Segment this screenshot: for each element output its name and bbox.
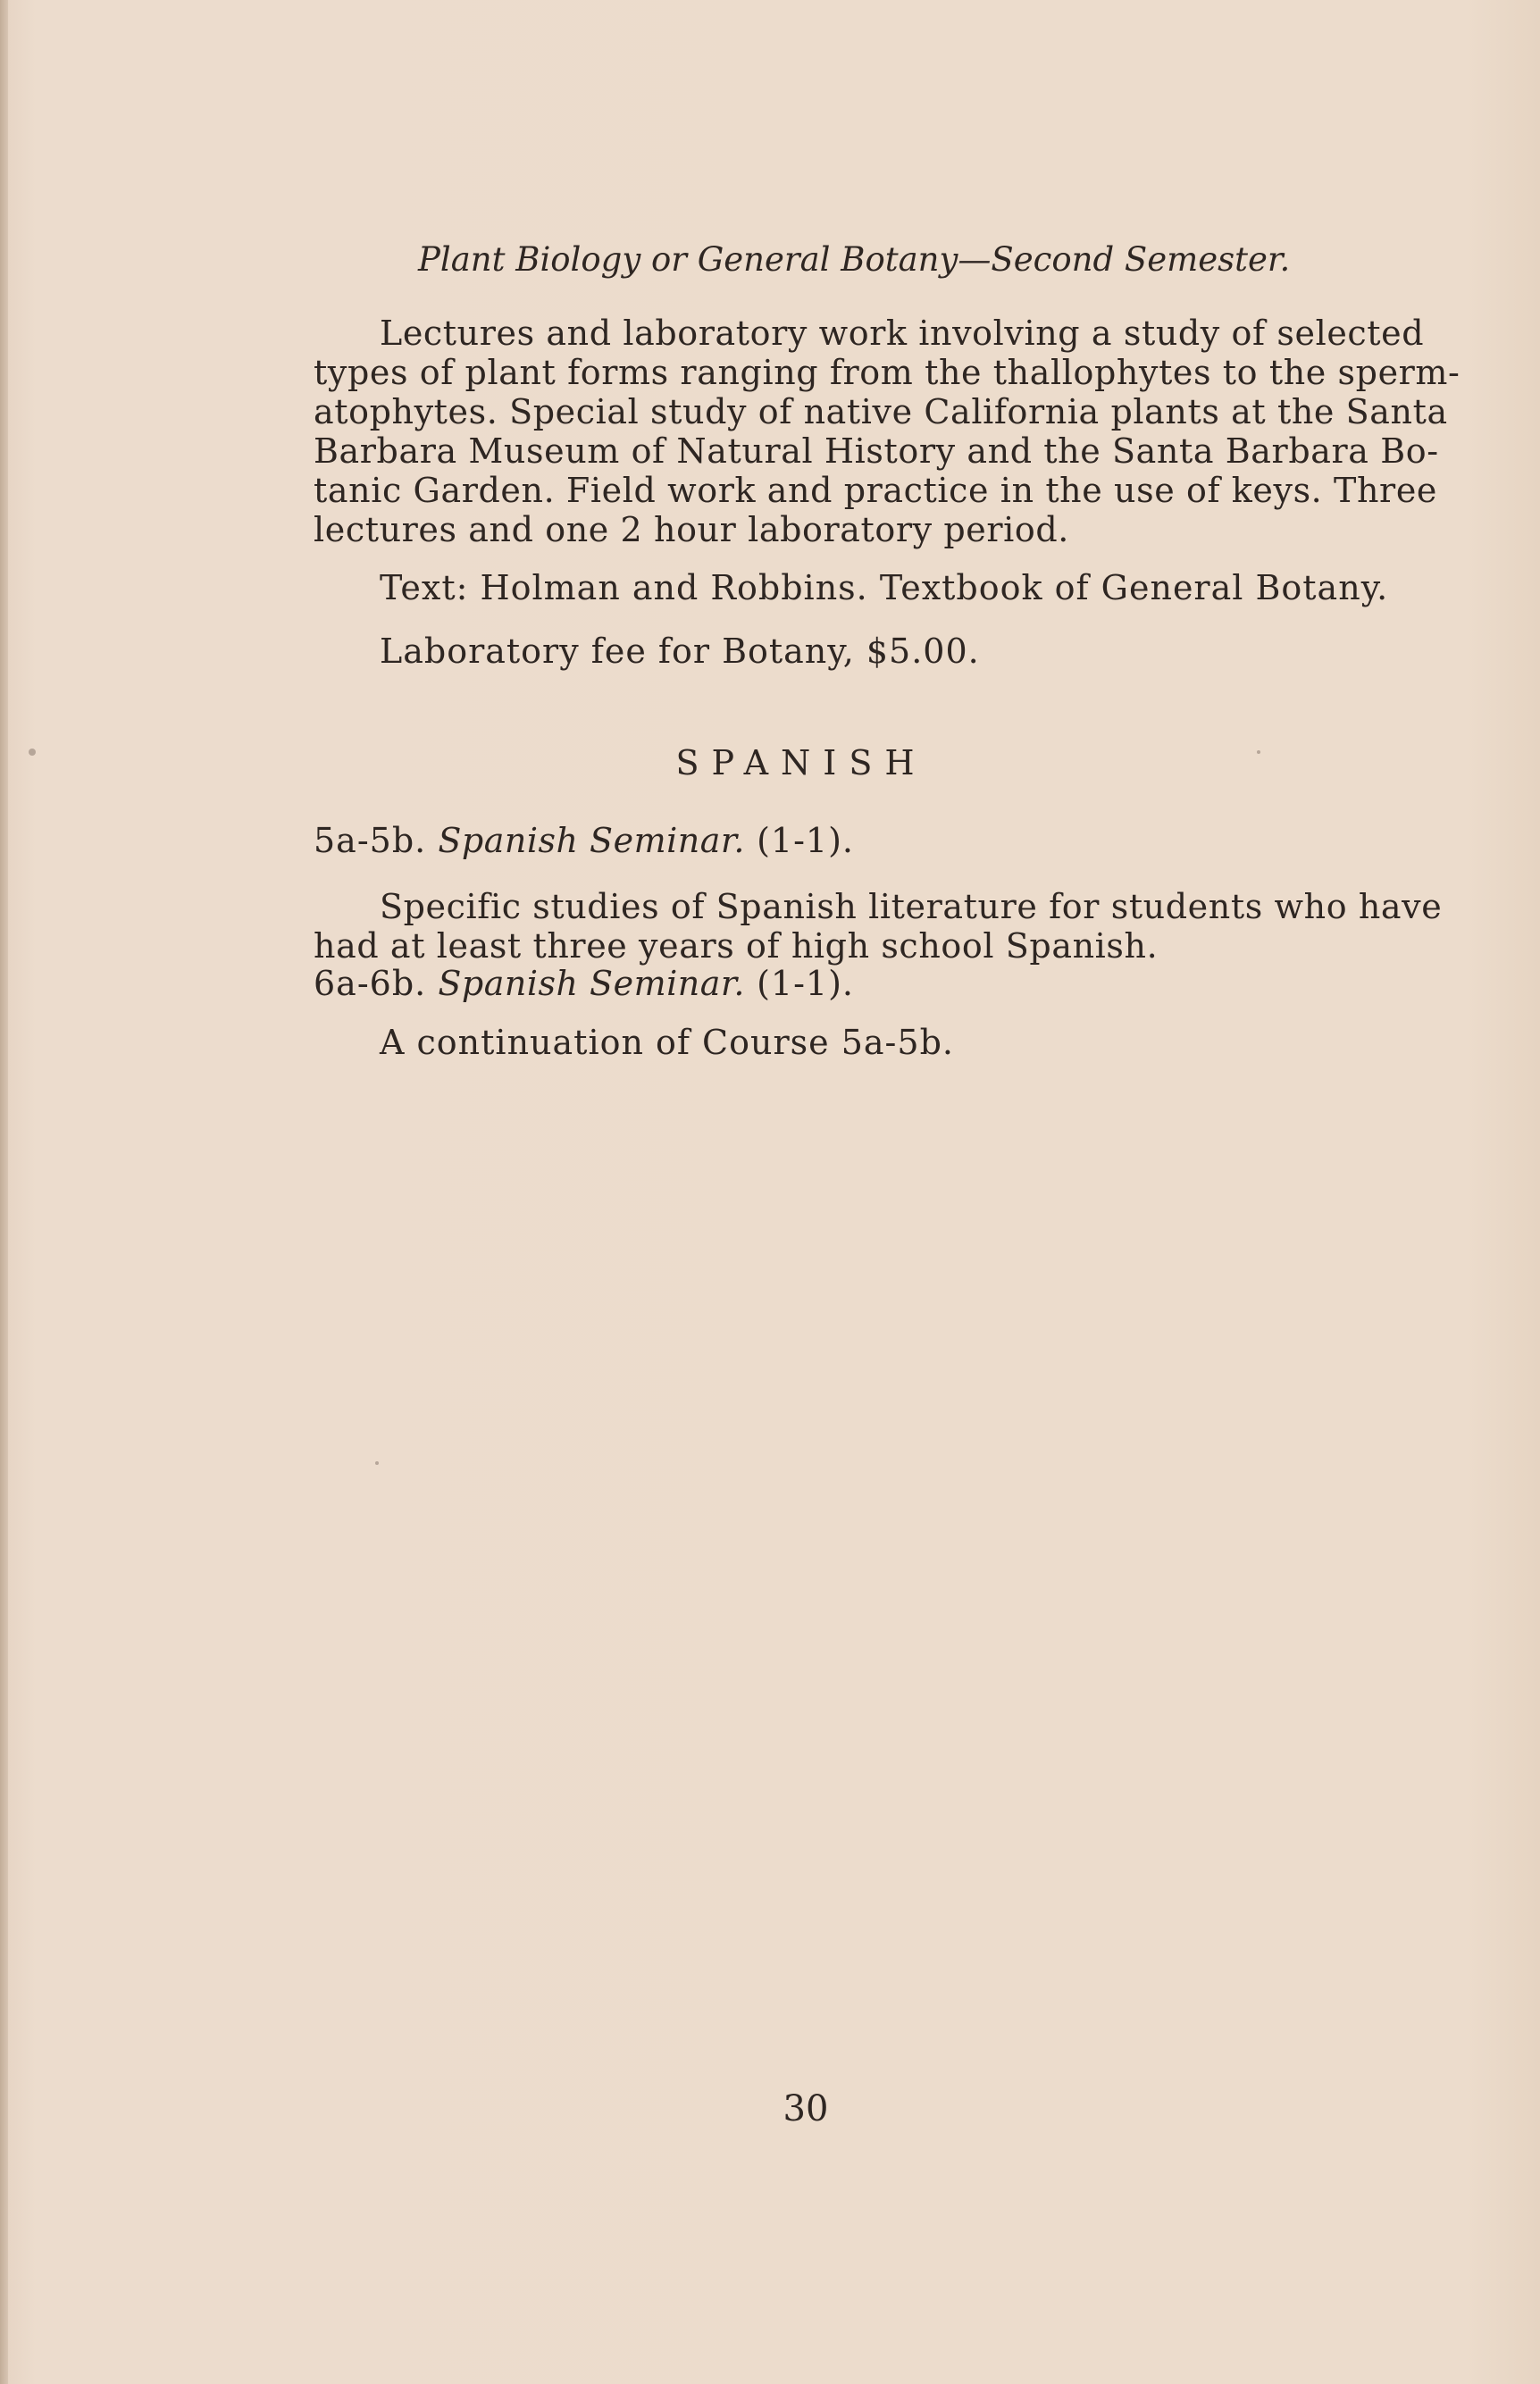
page-number: 30 — [783, 2088, 829, 2129]
page-binding-edge — [0, 0, 8, 2384]
spanish-course-5a-5b-description — [314, 887, 1443, 966]
course-description-line: Specific studies of Spanish literature for students who have — [380, 887, 1443, 926]
paper-speck — [375, 1461, 379, 1465]
course-title: Spanish Seminar. — [438, 964, 745, 1003]
botany-description-line: Lectures and laboratory work involving a study of selected — [380, 314, 1425, 353]
course-units: (1-1). — [757, 821, 854, 860]
course-title: Spanish Seminar. — [438, 821, 745, 860]
botany-description — [314, 314, 1460, 549]
spanish-course-6a-6b-heading — [314, 964, 854, 1003]
course-number: 5a-5b. — [314, 821, 427, 860]
botany-description-line: atophytes. Special study of native California plants at the Santa — [314, 392, 1448, 431]
botany-description-line: types of plant forms ranging from the thallophytes to the sperm- — [314, 353, 1460, 392]
course-units: (1-1). — [757, 964, 854, 1003]
botany-description-line: tanic Garden. Field work and practice in the use of keys. Three — [314, 471, 1437, 510]
botany-description-line: lectures and one 2 hour laboratory period. — [314, 510, 1069, 549]
botany-subheading: Plant Biology or General Botany—Second Semester. — [418, 240, 1291, 279]
spanish-section-title: SPANISH — [675, 743, 927, 782]
botany-textbook-line: Text: Holman and Robbins. Textbook of General Botany. — [380, 568, 1389, 607]
botany-description-line: Barbara Museum of Natural History and the Santa Barbara Bo- — [314, 431, 1439, 471]
botany-fee-line: Laboratory fee for Botany, $5.00. — [380, 632, 980, 671]
spanish-course-5a-5b-heading — [314, 821, 854, 860]
spanish-course-6a-6b-description: A continuation of Course 5a-5b. — [380, 1023, 954, 1062]
course-number: 6a-6b. — [314, 964, 427, 1003]
course-description-line: had at least three years of high school Spanish. — [314, 926, 1159, 966]
